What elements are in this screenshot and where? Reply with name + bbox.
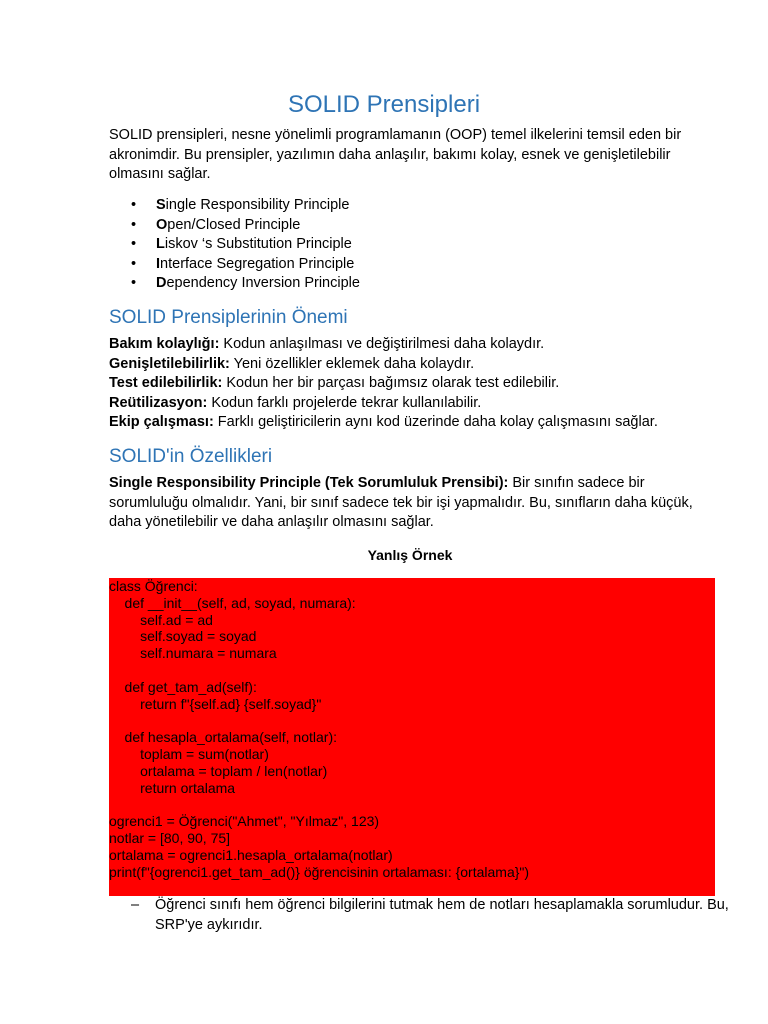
importance-text: Kodun farklı projelerde tekrar kullanılabilir.	[207, 395, 482, 411]
principle-letter: I	[156, 255, 161, 272]
importance-item	[109, 355, 729, 375]
section-heading-features: SOLID'in Özellikleri	[109, 446, 273, 467]
code-line: self.ad = ad	[109, 611, 213, 628]
bullet-icon: •	[131, 216, 137, 233]
section-heading-importance: SOLID Prensiplerinin Önemi	[109, 307, 348, 328]
importance-text: Kodun anlaşılması ve değiştirilmesi daha kolaydır.	[219, 336, 545, 352]
principle-name: ependency Inversion Principle	[166, 275, 360, 291]
list-item	[109, 216, 709, 236]
code-caption: Yanlış Örnek	[367, 547, 453, 563]
importance-text: Farklı geliştiricilerin aynı kod üzerinde daha kolay çalışmasını sağlar.	[213, 414, 658, 430]
principle-letter: D	[156, 275, 167, 291]
code-line: def __init__(self, ad, soyad, numara):	[109, 594, 356, 611]
importance-item	[109, 413, 729, 433]
code-line: return ortalama	[109, 779, 236, 796]
code-line: def hesapla_ortalama(self, notlar):	[109, 729, 338, 746]
code-line: ogrenci1 = Öğrenci("Ahmet", "Yılmaz", 123)	[109, 813, 380, 830]
importance-term: Ekip çalışması:	[109, 414, 214, 430]
principles-list	[109, 196, 709, 294]
note-list	[109, 896, 729, 935]
code-line	[109, 712, 715, 729]
note-text: Öğrenci sınıfı hem öğrenci bilgilerini tutmak hem de notları hesaplamakla sorumludur. Bu, SRP'ye aykırıdır.	[155, 897, 729, 933]
bullet-icon: •	[131, 255, 137, 272]
importance-text: Yeni özellikler eklemek daha kolaydır.	[229, 356, 475, 372]
list-item	[109, 235, 709, 255]
code-line: class Öğrenci:	[109, 578, 198, 594]
principle-name: pen/Closed Principle	[167, 216, 301, 233]
list-item	[109, 274, 709, 294]
page-title: SOLID Prensipleri	[287, 91, 481, 118]
code-line	[109, 796, 715, 813]
importance-item	[109, 335, 729, 355]
code-line: self.soyad = soyad	[109, 628, 257, 645]
srp-term: Single Responsibility Principle (Tek Sorumluluk Prensibi):	[109, 475, 509, 491]
code-block	[109, 578, 715, 896]
intro-paragraph: SOLID prensipleri, nesne yönelimli programlamanın (OOP) temel ilkelerini temsil eden bir akronimdir. Bu prensipler, yazılımın daha anlaşılır, bakımı kolay, esnek ve genişletilebilir olmasını sağlar.	[109, 127, 682, 183]
code-line: print(f"{ogrenci1.get_tam_ad()} öğrencisinin ortalaması: {ortalama}")	[109, 863, 530, 880]
principle-name: ingle Responsibility Principle	[165, 197, 350, 213]
importance-item	[109, 374, 729, 394]
srp-paragraph	[109, 474, 709, 533]
list-item	[109, 896, 729, 935]
bullet-icon: •	[131, 275, 137, 291]
bullet-icon: •	[131, 236, 137, 252]
code-line	[109, 662, 715, 679]
importance-term: Genişletilebilirlik:	[109, 356, 230, 372]
srp-text: Bir sınıfın sadece bir sorumluluğu olmalıdır. Yani, bir sınıf sadece tek bir işi yapmalıdır. Bu, sınıfların daha küçük, daha yönetilebilir ve daha anlaşılır olmasını sağlar.	[109, 475, 693, 531]
list-item	[109, 255, 709, 275]
importance-item	[109, 394, 729, 414]
principle-name: nterface Segregation Principle	[160, 255, 355, 272]
importance-term: Test edilebilirlik:	[109, 375, 223, 391]
dash-icon: –	[131, 897, 140, 913]
code-line: ortalama = ogrenci1.hesapla_ortalama(notlar)	[109, 846, 393, 863]
importance-text: Kodun her bir parçası bağımsız olarak test edilebilir.	[222, 375, 560, 391]
code-line: notlar = [80, 90, 75]	[109, 829, 231, 846]
bullet-icon: •	[131, 197, 137, 213]
principle-letter: S	[156, 197, 166, 213]
code-line: def get_tam_ad(self):	[109, 678, 257, 695]
principle-letter: L	[156, 236, 165, 252]
code-line: return f"{self.ad} {self.soyad}"	[109, 695, 322, 712]
list-item	[109, 196, 709, 216]
importance-term: Reütilizasyon:	[109, 395, 208, 411]
code-line: self.numara = numara	[109, 645, 277, 662]
code-line: ortalama = toplam / len(notlar)	[109, 762, 328, 779]
code-line: toplam = sum(notlar)	[109, 745, 269, 762]
principle-letter: O	[156, 216, 168, 233]
principle-name: iskov ‘s Substitution Principle	[164, 236, 352, 252]
importance-term: Bakım kolaylığı:	[109, 336, 220, 352]
